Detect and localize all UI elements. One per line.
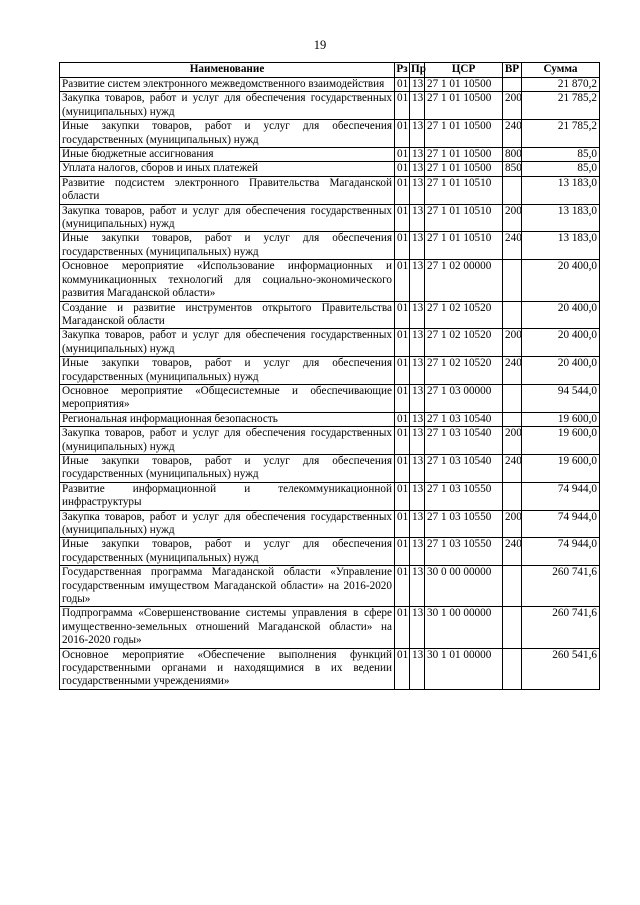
table-row [60, 176, 600, 204]
row-pr: 13 [410, 384, 425, 412]
row-sum: 20 400,0 [522, 301, 600, 329]
row-name: Иные закупки товаров, работ и услуг для обеспечения государственных (муниципальных) нужд [60, 357, 395, 385]
row-csr: 27 1 02 10520 [425, 329, 503, 357]
row-vr: 200 [503, 204, 522, 232]
row-name: Развитие информационной и телекоммуникационной инфраструктуры [60, 482, 395, 510]
row-name: Иные бюджетные ассигнования [60, 148, 395, 162]
header-name: Наименование [60, 63, 395, 78]
row-pr: 13 [410, 538, 425, 566]
row-sum: 19 600,0 [522, 427, 600, 455]
row-vr [503, 176, 522, 204]
row-sum: 85,0 [522, 162, 600, 176]
row-csr: 27 1 01 10510 [425, 204, 503, 232]
row-rz: 01 [395, 384, 410, 412]
row-pr: 13 [410, 120, 425, 148]
row-name: Развитие подсистем электронного Правительства Магаданской области [60, 176, 395, 204]
row-sum: 94 544,0 [522, 384, 600, 412]
table-row [60, 260, 600, 301]
row-csr: 30 1 01 00000 [425, 648, 503, 689]
table-row [60, 232, 600, 260]
table-row [60, 301, 600, 329]
row-csr: 27 1 01 10500 [425, 78, 503, 92]
row-rz: 01 [395, 482, 410, 510]
row-csr: 27 1 03 10550 [425, 482, 503, 510]
row-rz: 01 [395, 538, 410, 566]
row-name: Закупка товаров, работ и услуг для обеспечения государственных (муниципальных) нужд [60, 92, 395, 120]
table-row [60, 357, 600, 385]
row-pr: 13 [410, 482, 425, 510]
row-sum: 74 944,0 [522, 482, 600, 510]
row-vr: 240 [503, 538, 522, 566]
row-rz: 01 [395, 148, 410, 162]
row-pr: 13 [410, 204, 425, 232]
row-rz: 01 [395, 357, 410, 385]
header-csr: ЦСР [425, 63, 503, 78]
row-csr: 27 1 02 10520 [425, 301, 503, 329]
budget-table [59, 62, 600, 690]
table-row [60, 412, 600, 426]
row-vr [503, 260, 522, 301]
row-rz: 01 [395, 232, 410, 260]
row-name: Уплата налогов, сборов и иных платежей [60, 162, 395, 176]
row-pr: 13 [410, 92, 425, 120]
row-name: Региональная информационная безопасность [60, 412, 395, 426]
row-csr: 27 1 01 10500 [425, 148, 503, 162]
row-vr [503, 412, 522, 426]
row-pr: 13 [410, 78, 425, 92]
row-csr: 30 0 00 00000 [425, 566, 503, 607]
row-vr [503, 78, 522, 92]
row-csr: 27 1 01 10510 [425, 232, 503, 260]
row-sum: 21 785,2 [522, 120, 600, 148]
row-rz: 01 [395, 260, 410, 301]
row-rz: 01 [395, 120, 410, 148]
row-rz: 01 [395, 412, 410, 426]
row-vr: 200 [503, 510, 522, 538]
table-row [60, 384, 600, 412]
row-csr: 27 1 03 10540 [425, 412, 503, 426]
row-name: Иные закупки товаров, работ и услуг для обеспечения государственных (муниципальных) нужд [60, 538, 395, 566]
header-rz: Рз [395, 63, 410, 78]
row-pr: 13 [410, 260, 425, 301]
row-vr: 240 [503, 357, 522, 385]
header-vr: ВР [503, 63, 522, 78]
row-rz: 01 [395, 566, 410, 607]
row-name: Иные закупки товаров, работ и услуг для обеспечения государственных (муниципальных) нужд [60, 120, 395, 148]
row-rz: 01 [395, 329, 410, 357]
table-row [60, 607, 600, 648]
row-vr: 850 [503, 162, 522, 176]
page-number: 19 [313, 38, 327, 52]
row-pr: 13 [410, 607, 425, 648]
row-name: Развитие систем электронного межведомственного взаимодействия [60, 78, 395, 92]
row-csr: 27 1 03 00000 [425, 384, 503, 412]
table-row [60, 427, 600, 455]
row-pr: 13 [410, 162, 425, 176]
row-sum: 74 944,0 [522, 538, 600, 566]
row-name: Основное мероприятие «Обеспечение выполнения функций государственными органами и находящимися в их ведении государственными учреждениями» [60, 648, 395, 689]
table-row [60, 482, 600, 510]
row-rz: 01 [395, 427, 410, 455]
row-rz: 01 [395, 162, 410, 176]
row-name: Закупка товаров, работ и услуг для обеспечения государственных (муниципальных) нужд [60, 427, 395, 455]
row-rz: 01 [395, 78, 410, 92]
row-sum: 20 400,0 [522, 260, 600, 301]
row-sum: 13 183,0 [522, 204, 600, 232]
row-vr [503, 384, 522, 412]
row-vr: 200 [503, 329, 522, 357]
row-name: Подпрограмма «Совершенствование системы управления в сфере имущественно-земельных отношений Магаданской области» на 2016-2020 годы» [60, 607, 395, 648]
row-csr: 27 1 03 10550 [425, 510, 503, 538]
row-rz: 01 [395, 607, 410, 648]
row-sum: 20 400,0 [522, 329, 600, 357]
row-rz: 01 [395, 648, 410, 689]
row-csr: 27 1 01 10500 [425, 92, 503, 120]
row-vr [503, 301, 522, 329]
row-pr: 13 [410, 427, 425, 455]
row-rz: 01 [395, 176, 410, 204]
row-csr: 27 1 01 10500 [425, 162, 503, 176]
row-vr: 240 [503, 454, 522, 482]
row-pr: 13 [410, 329, 425, 357]
row-sum: 260 741,6 [522, 566, 600, 607]
row-rz: 01 [395, 301, 410, 329]
table-row [60, 510, 600, 538]
row-sum: 260 741,6 [522, 607, 600, 648]
row-vr [503, 566, 522, 607]
row-csr: 27 1 01 10510 [425, 176, 503, 204]
row-name: Закупка товаров, работ и услуг для обеспечения государственных (муниципальных) нужд [60, 510, 395, 538]
row-vr: 800 [503, 148, 522, 162]
row-sum: 13 183,0 [522, 232, 600, 260]
row-sum: 74 944,0 [522, 510, 600, 538]
row-rz: 01 [395, 454, 410, 482]
row-pr: 13 [410, 648, 425, 689]
row-sum: 19 600,0 [522, 412, 600, 426]
row-pr: 13 [410, 232, 425, 260]
row-vr: 200 [503, 427, 522, 455]
row-sum: 260 541,6 [522, 648, 600, 689]
table-row [60, 329, 600, 357]
row-pr: 13 [410, 510, 425, 538]
table-row [60, 92, 600, 120]
row-sum: 13 183,0 [522, 176, 600, 204]
row-pr: 13 [410, 176, 425, 204]
row-vr: 200 [503, 92, 522, 120]
row-name: Создание и развитие инструментов открытого Правительства Магаданской области [60, 301, 395, 329]
row-vr: 240 [503, 232, 522, 260]
row-vr [503, 607, 522, 648]
row-rz: 01 [395, 204, 410, 232]
row-csr: 27 1 02 00000 [425, 260, 503, 301]
row-vr: 240 [503, 120, 522, 148]
row-pr: 13 [410, 566, 425, 607]
row-pr: 13 [410, 301, 425, 329]
row-vr [503, 648, 522, 689]
row-sum: 85,0 [522, 148, 600, 162]
table-row [60, 204, 600, 232]
row-csr: 27 1 01 10500 [425, 120, 503, 148]
table-row [60, 454, 600, 482]
row-sum: 21 870,2 [522, 78, 600, 92]
row-name: Основное мероприятие «Использование информационных и коммуникационных технологий для социально-экономического развития Магаданской области» [60, 260, 395, 301]
row-sum: 19 600,0 [522, 454, 600, 482]
table-row [60, 538, 600, 566]
header-sum: Сумма [522, 63, 600, 78]
row-csr: 27 1 03 10540 [425, 427, 503, 455]
row-pr: 13 [410, 454, 425, 482]
row-name: Основное мероприятие «Общесистемные и обеспечивающие мероприятия» [60, 384, 395, 412]
row-pr: 13 [410, 357, 425, 385]
row-vr [503, 482, 522, 510]
row-csr: 27 1 03 10550 [425, 538, 503, 566]
row-name: Государственная программа Магаданской области «Управление государственным имуществом Магаданской области» на 2016-2020 годы» [60, 566, 395, 607]
row-csr: 27 1 02 10520 [425, 357, 503, 385]
table-row [60, 648, 600, 689]
row-csr: 27 1 03 10540 [425, 454, 503, 482]
table-row [60, 566, 600, 607]
table-header-row [60, 63, 600, 78]
row-name: Иные закупки товаров, работ и услуг для обеспечения государственных (муниципальных) нужд [60, 232, 395, 260]
row-csr: 30 1 00 00000 [425, 607, 503, 648]
row-sum: 21 785,2 [522, 92, 600, 120]
table-row [60, 78, 600, 92]
row-pr: 13 [410, 412, 425, 426]
row-sum: 20 400,0 [522, 357, 600, 385]
table-row [60, 120, 600, 148]
row-rz: 01 [395, 510, 410, 538]
row-name: Закупка товаров, работ и услуг для обеспечения государственных (муниципальных) нужд [60, 204, 395, 232]
row-name: Иные закупки товаров, работ и услуг для обеспечения государственных (муниципальных) нужд [60, 454, 395, 482]
table-row [60, 162, 600, 176]
row-name: Закупка товаров, работ и услуг для обеспечения государственных (муниципальных) нужд [60, 329, 395, 357]
row-pr: 13 [410, 148, 425, 162]
header-pr: Пр [410, 63, 425, 78]
table-row [60, 148, 600, 162]
row-rz: 01 [395, 92, 410, 120]
